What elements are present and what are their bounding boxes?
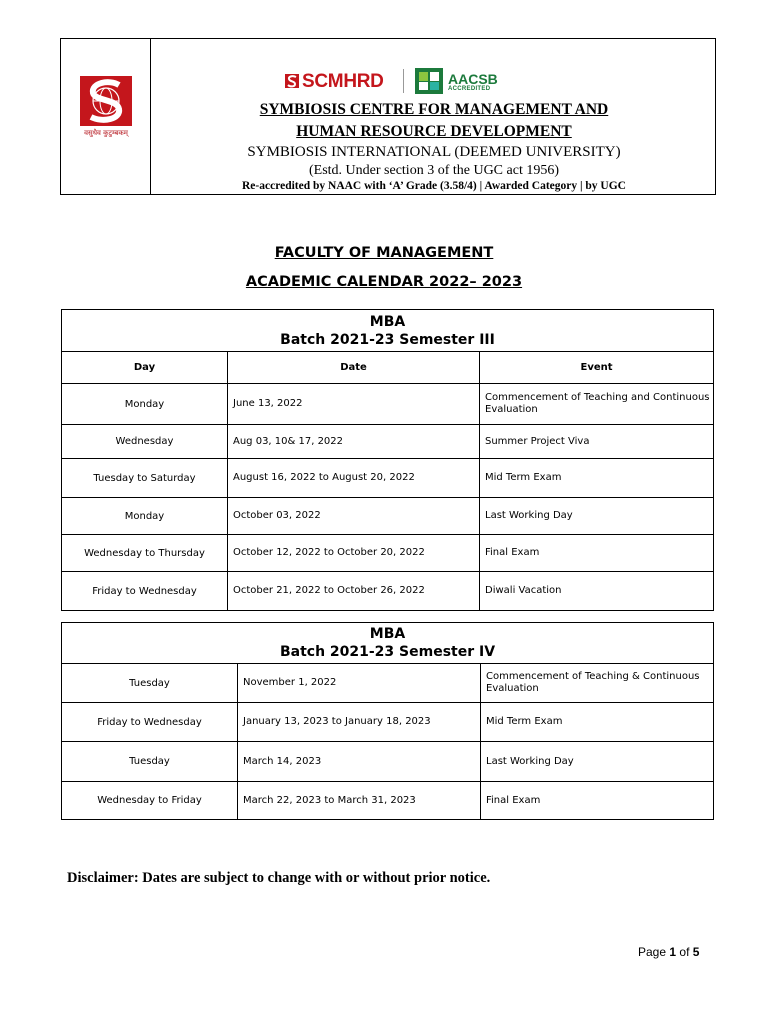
cell-event: Last Working Day	[480, 498, 714, 535]
table-row	[62, 384, 714, 425]
cell-event: Mid Term Exam	[481, 703, 714, 742]
table-row	[62, 703, 714, 742]
brand-name: SCMHRD	[302, 71, 384, 92]
cell-date: March 22, 2023 to March 31, 2023	[238, 782, 481, 820]
page-label: Page	[638, 945, 667, 959]
cell-day: Tuesday	[62, 664, 238, 703]
cell-day: Tuesday	[62, 742, 238, 782]
column-header-event: Event	[480, 352, 714, 384]
cell-event: Commencement of Teaching and Continuous Evaluation	[480, 384, 714, 425]
table-row	[62, 535, 714, 572]
cell-event: Final Exam	[480, 535, 714, 572]
cell-event: Last Working Day	[481, 742, 714, 782]
cell-day: Friday to Wednesday	[62, 703, 238, 742]
page-of: of	[679, 945, 690, 959]
column-header-day: Day	[62, 352, 228, 384]
cell-date: June 13, 2022	[228, 384, 480, 425]
institute-name-line2: HUMAN RESOURCE DEVELOPMENT	[296, 123, 572, 140]
brand-divider	[403, 69, 404, 93]
cell-date: October 03, 2022	[228, 498, 480, 535]
cell-date: October 21, 2022 to October 26, 2022	[228, 572, 480, 611]
scmhrd-logo	[285, 71, 384, 93]
cell-day: Monday	[62, 498, 228, 535]
logo-motto: वसुधैव कुटुम्बकम्	[84, 129, 128, 137]
cell-date: August 16, 2022 to August 20, 2022	[228, 459, 480, 498]
batch-name: Batch 2021-23 Semester IV	[279, 644, 496, 660]
page-number	[638, 945, 699, 959]
aacsb-status: ACCREDITED	[448, 86, 491, 92]
cell-date: Aug 03, 10& 17, 2022	[228, 425, 480, 459]
cell-day: Wednesday	[62, 425, 228, 459]
semester-3-table	[61, 309, 714, 611]
accreditation-note: Re-accredited by NAAC with ‘A’ Grade (3.58/4) | Awarded Category | by UGC	[242, 180, 626, 192]
program-name: MBA	[369, 313, 406, 330]
table-row	[62, 459, 714, 498]
logo-cell	[61, 39, 151, 194]
program-name: MBA	[369, 626, 406, 642]
table-row	[62, 742, 714, 782]
symbiosis-mark-icon	[285, 74, 299, 88]
semester-4-table	[61, 622, 714, 820]
batch-name: Batch 2021-23 Semester III	[280, 331, 495, 348]
established-note: (Estd. Under section 3 of the UGC act 1956)	[309, 163, 559, 178]
university-name: SYMBIOSIS INTERNATIONAL (DEEMED UNIVERSITY)	[247, 144, 621, 160]
cell-date: March 14, 2023	[238, 742, 481, 782]
aacsb-name: AACSB	[448, 71, 498, 87]
brand-row	[285, 67, 545, 93]
table-row	[62, 664, 714, 703]
letterhead	[60, 38, 716, 195]
cell-day: Monday	[62, 384, 228, 425]
cell-date: November 1, 2022	[238, 664, 481, 703]
calendar-title: ACADEMIC CALENDAR 2022– 2023	[245, 274, 523, 290]
cell-date: October 12, 2022 to October 20, 2022	[228, 535, 480, 572]
table-caption	[62, 310, 714, 352]
page-total: 5	[692, 945, 700, 959]
cell-event: Summer Project Viva	[480, 425, 714, 459]
cell-event: Final Exam	[481, 782, 714, 820]
symbiosis-logo	[79, 75, 133, 127]
institute-name-line1: SYMBIOSIS CENTRE FOR MANAGEMENT AND	[259, 101, 609, 118]
disclaimer: Disclaimer: Dates are subject to change with or without prior notice.	[67, 870, 491, 886]
cell-day: Wednesday to Friday	[62, 782, 238, 820]
column-header-date: Date	[228, 352, 480, 384]
table-header-row	[62, 352, 714, 384]
table-row	[62, 425, 714, 459]
faculty-title: FACULTY OF MANAGEMENT	[274, 245, 494, 261]
table-caption	[62, 623, 714, 664]
table-row	[62, 498, 714, 535]
cell-event: Diwali Vacation	[480, 572, 714, 611]
aacsb-logo-icon	[415, 68, 443, 94]
table-row	[62, 572, 714, 611]
cell-event: Mid Term Exam	[480, 459, 714, 498]
cell-day: Tuesday to Saturday	[62, 459, 228, 498]
cell-event: Commencement of Teaching & Continuous Evaluation	[481, 664, 714, 703]
cell-date: January 13, 2023 to January 18, 2023	[238, 703, 481, 742]
cell-day: Wednesday to Thursday	[62, 535, 228, 572]
page-current: 1	[669, 945, 677, 959]
table-row	[62, 782, 714, 820]
cell-day: Friday to Wednesday	[62, 572, 228, 611]
